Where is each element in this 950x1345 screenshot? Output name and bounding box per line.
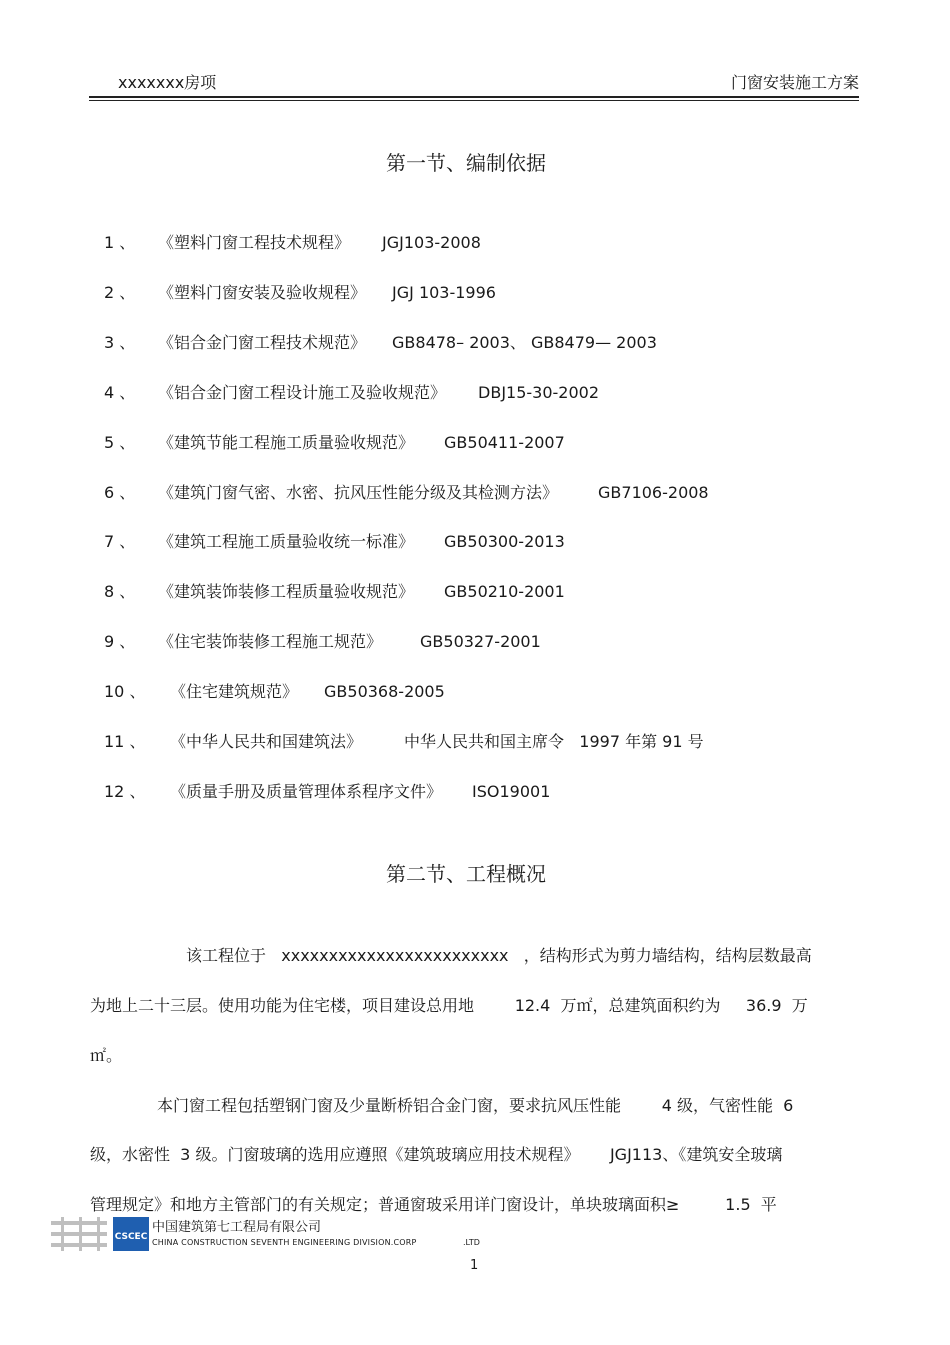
reference-code: GB50327-2001 <box>420 632 541 652</box>
reference-title: 《建筑装饰装修工程质量验收规范》 <box>158 582 415 602</box>
overview-line-2: 为地上二十三层。使用功能为住宅楼，项目建设总用地 12.4 万㎡，总建筑面积约为 36.9 万 <box>90 996 808 1015</box>
reference-number: 1 、 <box>104 233 136 252</box>
footer-company-cn: 中国建筑第七工程局有限公司 <box>152 1220 322 1235</box>
overview-line-3: ㎡。 <box>90 1046 123 1065</box>
section2-title: 第二节、工程概况 <box>386 862 546 886</box>
reference-item <box>104 779 550 802</box>
reference-code: GB8478– 2003、 GB8479— 2003 <box>392 332 657 352</box>
footer-company-ltd: .LTD <box>463 1238 480 1247</box>
reference-item <box>104 579 565 602</box>
reference-number: 11 、 <box>104 732 146 751</box>
overview-line-1: 该工程位于 xxxxxxxxxxxxxxxxxxxxxxxx ，结构形式为剪力墙结构，结构层数最高 <box>186 946 812 965</box>
reference-item <box>104 480 709 503</box>
header-document-title: 门窗安装施工方案 <box>730 73 859 92</box>
reference-item <box>104 230 481 253</box>
reference-code: JGJ103-2008 <box>382 233 481 252</box>
reference-title: 《中华人民共和国建筑法》 <box>170 732 363 751</box>
reference-title: 《住宅建筑规范》 <box>170 682 299 702</box>
reference-code: GB50368-2005 <box>324 682 445 702</box>
reference-code: 中华人民共和国主席令 1997 年第 91 号 <box>404 732 704 751</box>
reference-item <box>104 729 704 752</box>
header-project-name: xxxxxxx房项 <box>118 73 217 92</box>
reference-number: 10 、 <box>104 682 146 702</box>
reference-code: ISO19001 <box>472 781 551 801</box>
scope-line-1: 本门窗工程包括塑钢门窗及少量断桥铝合金门窗，要求抗风压性能 4 级，气密性能 6 <box>157 1096 794 1115</box>
reference-number: 4 、 <box>104 382 136 402</box>
reference-title: 《建筑工程施工质量验收统一标准》 <box>158 532 415 552</box>
svg-text:CSCEC: CSCEC <box>114 1232 148 1242</box>
reference-title: 《建筑门窗气密、水密、抗风压性能分级及其检测方法》 <box>158 482 559 502</box>
reference-item <box>104 330 657 353</box>
header-rule <box>89 96 859 98</box>
reference-code: GB7106-2008 <box>598 482 709 502</box>
reference-title: 《建筑节能工程施工质量验收规范》 <box>158 432 415 452</box>
reference-title: 《住宅装饰装修工程施工规范》 <box>158 632 383 652</box>
company-logo <box>51 1215 151 1253</box>
reference-item <box>104 280 496 303</box>
reference-number: 6 、 <box>104 482 136 502</box>
header-rule-thin <box>89 100 859 101</box>
reference-code: JGJ 103-1996 <box>392 282 496 302</box>
reference-item <box>104 430 565 453</box>
section1-title: 第一节、编制依据 <box>386 151 546 175</box>
reference-title: 《质量手册及质量管理体系程序文件》 <box>170 781 443 801</box>
scope-line-2: 级，水密性 3 级。门窗玻璃的选用应遵照《建筑玻璃应用技术规程》 JGJ113、《建筑安全玻璃 <box>90 1145 783 1164</box>
page-number: 1 <box>470 1258 479 1273</box>
reference-number: 8 、 <box>104 582 136 602</box>
reference-number: 9 、 <box>104 632 136 652</box>
reference-number: 7 、 <box>104 532 136 552</box>
reference-code: GB50411-2007 <box>444 432 565 452</box>
reference-number: 5 、 <box>104 432 136 452</box>
reference-title: 《塑料门窗安装及验收规程》 <box>158 282 367 302</box>
reference-item <box>104 380 599 403</box>
reference-number: 2 、 <box>104 282 136 302</box>
reference-code: GB50300-2013 <box>444 532 565 552</box>
footer-company-en: CHINA CONSTRUCTION SEVENTH ENGINEERING DIVISION.CORP <box>152 1238 417 1247</box>
reference-number: 3 、 <box>104 332 136 352</box>
reference-code: DBJ15-30-2002 <box>478 382 600 402</box>
reference-title: 《塑料门窗工程技术规程》 <box>158 233 351 252</box>
reference-item <box>104 629 541 652</box>
reference-item <box>104 679 445 702</box>
scope-line-3: 管理规定》和地方主管部门的有关规定；普通窗玻采用详门窗设计，单块玻璃面积≥ 1.5 平 <box>90 1195 777 1214</box>
reference-code: GB50210-2001 <box>444 582 565 602</box>
reference-item <box>104 529 565 552</box>
reference-title: 《铝合金门窗工程设计施工及验收规范》 <box>158 382 447 402</box>
reference-title: 《铝合金门窗工程技术规范》 <box>158 332 367 352</box>
reference-number: 12 、 <box>104 781 146 801</box>
